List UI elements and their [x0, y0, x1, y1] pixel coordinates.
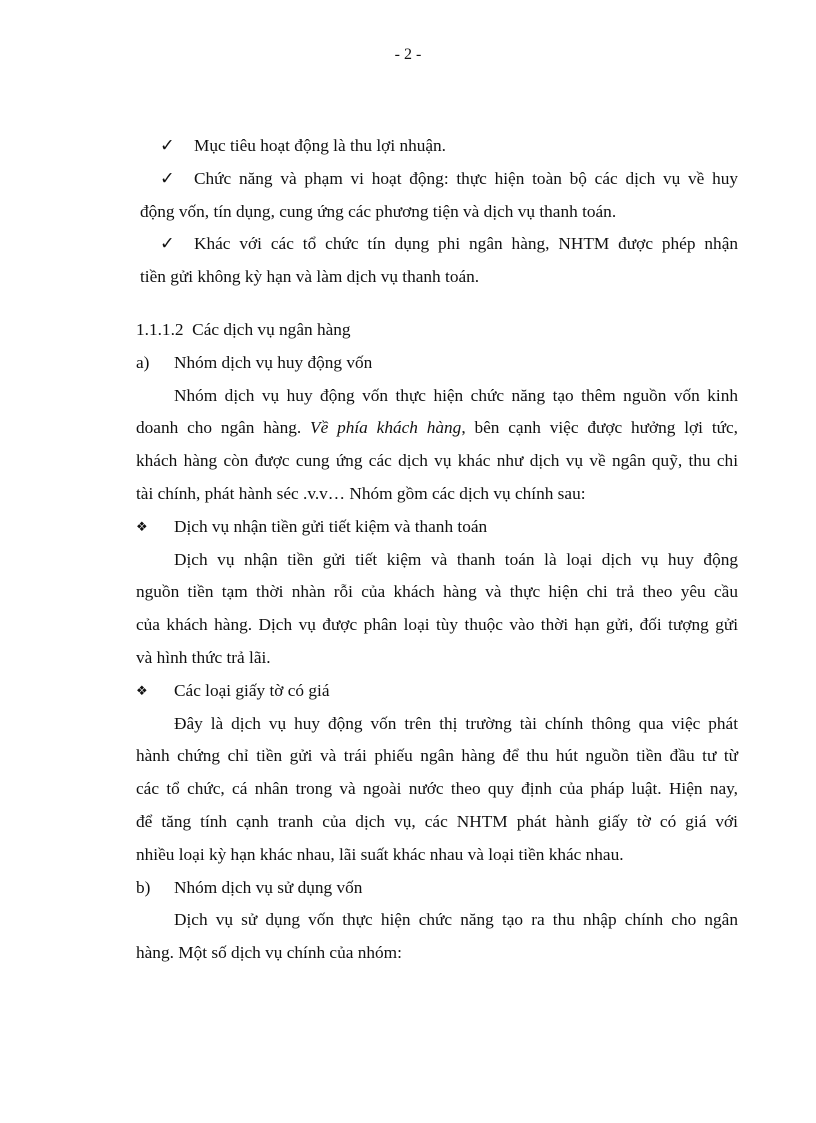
paragraph-line: tài chính, phát hành séc .v.v… Nhóm gồm các dịch vụ chính sau: [136, 483, 586, 503]
bullet-heading: ❖ Các loại giấy tờ có giá [136, 675, 738, 708]
bullet-heading: ❖ Dịch vụ nhận tiền gửi tiết kiệm và thanh toán [136, 511, 738, 544]
subsection-label: b) [136, 877, 151, 897]
emphasis-text: Về phía khách hàng [310, 418, 462, 438]
check-icon: ✓ [160, 136, 175, 155]
document-body [136, 130, 738, 970]
paragraph-line: khách hàng còn được cung ứng các dịch vụ khác như dịch vụ về ngân quỹ, thu chi [136, 451, 738, 471]
paragraph-item2 [136, 708, 738, 872]
checklist-line: ✓ Mục tiêu hoạt động là thu lợi nhuận. [136, 130, 738, 163]
paragraph-line: nhiều loại kỳ hạn khác nhau, lãi suất khác nhau và loại tiền khác nhau. [136, 844, 624, 864]
paragraph-line: Nhóm dịch vụ huy động vốn thực hiện chức năng tạo thêm nguồn vốn kinh [174, 385, 738, 405]
subsection-a-heading [136, 347, 738, 380]
paragraph-line: và hình thức trả lãi. [136, 647, 271, 667]
checklist-line: ✓ Chức năng và phạm vi hoạt động: thực hiện toàn bộ các dịch vụ về huy [136, 163, 738, 196]
check-icon: ✓ [160, 168, 175, 188]
diamond-bullet-icon: ❖ [136, 682, 148, 698]
subsection-title: Nhóm dịch vụ huy động vốn [174, 352, 373, 372]
paragraph-line: hành chứng chỉ tiền gửi và trái phiếu ngân hàng để thu hút nguồn tiền đầu tư từ [136, 746, 738, 766]
checklist-item [136, 130, 738, 163]
checklist-line: động vốn, tín dụng, cung ứng các phương tiện và dịch vụ thanh toán. [140, 201, 617, 221]
paragraph-line: doanh cho ngân hàng. Về phía khách hàng, bên cạnh việc được hưởng lợi tức, [136, 418, 738, 438]
check-icon: ✓ [160, 234, 175, 254]
paragraph-line: Dịch vụ nhận tiền gửi tiết kiệm và thanh toán là loại dịch vụ huy động [174, 549, 738, 569]
paragraph-line: Dịch vụ sử dụng vốn thực hiện chức năng tạo ra thu nhập chính cho ngân [174, 910, 738, 930]
paragraph-line: để tăng tính cạnh tranh của dịch vụ, các NHTM phát hành giấy tờ có giá với [136, 811, 738, 831]
paragraph-line: của khách hàng. Dịch vụ được phân loại tùy thuộc vào thời hạn gửi, đối tượng gửi [136, 615, 738, 635]
subsection-b-heading [136, 872, 738, 905]
checklist-line: tiền gửi không kỳ hạn và làm dịch vụ thanh toán. [140, 267, 480, 287]
checklist-item [136, 228, 738, 294]
paragraph-a [136, 380, 738, 511]
section-number: 1.1.1.2 [136, 319, 184, 339]
section-heading [136, 314, 738, 347]
section-title: Các dịch vụ ngân hàng [192, 319, 351, 339]
subsection-title: Nhóm dịch vụ sử dụng vốn [174, 877, 363, 897]
subsection-label: a) [136, 352, 150, 372]
paragraph-line: nguồn tiền tạm thời nhàn rỗi của khách hàng và thực hiện chi trả theo yêu cầu [136, 582, 738, 602]
paragraph-b [136, 904, 738, 970]
paragraph-item1 [136, 544, 738, 675]
paragraph-line: Đây là dịch vụ huy động vốn trên thị trường tài chính thông qua việc phát [174, 713, 738, 733]
paragraph-line: hàng. Một số dịch vụ chính của nhóm: [136, 943, 402, 963]
checklist-item [136, 163, 738, 229]
diamond-bullet-icon: ❖ [136, 518, 148, 534]
paragraph-line: các tổ chức, cá nhân trong và ngoài nước theo quy định của pháp luật. Hiện nay, [136, 779, 738, 799]
page-number: - 2 - [394, 46, 422, 63]
checklist-line: ✓ Khác với các tổ chức tín dụng phi ngân hàng, NHTM được phép nhận [136, 228, 738, 261]
